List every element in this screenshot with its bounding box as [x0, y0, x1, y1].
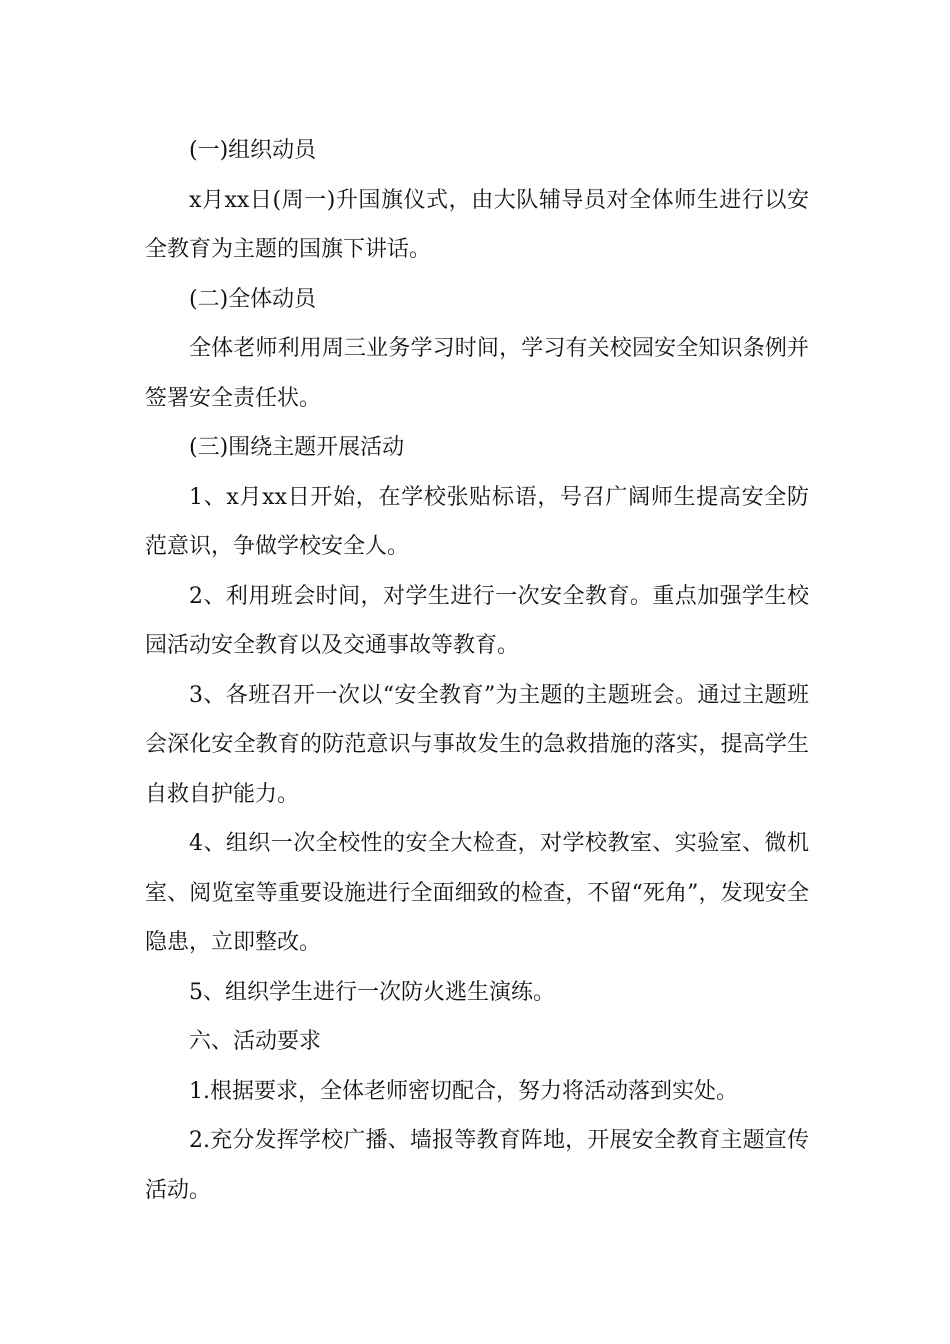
requirement-item-1: 1.根据要求，全体老师密切配合，努力将活动落到实处。 — [189, 1078, 738, 1104]
section-heading-mobilization: (一)组织动员 — [189, 138, 317, 163]
activity-item-1: 1、x月xx日开始，在学校张贴标语，号召广阔师生提高安全防范意识，争做学校安全人。 — [145, 484, 809, 559]
document-body — [145, 126, 809, 1215]
section-heading-all-staff: (二)全体动员 — [189, 286, 317, 312]
activity-item-2: 2、利用班会时间，对学生进行一次安全教育。重点加强学生校园活动安全教育以及交通事故等教育。 — [145, 583, 809, 658]
activity-item-3: 3、各班召开一次以“安全教育”为主题的主题班会。通过主题班会深化安全教育的防范意识与事故发生的急救措施的落实，提高学生自救自护能力。 — [145, 682, 809, 807]
paragraph-teacher-study: 全体老师利用周三业务学习时间，学习有关校园安全知识条例并签署安全责任状。 — [145, 336, 809, 411]
requirement-item-2: 2.充分发挥学校广播、墙报等教育阵地，开展安全教育主题宣传活动。 — [145, 1128, 809, 1203]
section-heading-activities: (三)围绕主题开展活动 — [189, 435, 405, 460]
section-heading-requirements: 六、活动要求 — [189, 1029, 322, 1054]
activity-item-5: 5、组织学生进行一次防火逃生演练。 — [189, 979, 555, 1005]
paragraph-flag-ceremony: x月xx日(周一)升国旗仪式，由大队辅导员对全体师生进行以安全教育为主题的国旗下讲话。 — [145, 187, 809, 262]
activity-item-4: 4、组织一次全校性的安全大检查，对学校教室、实验室、微机室、阅览室等重要设施进行全面细致的检查，不留“死角”，发现安全隐患，立即整改。 — [145, 831, 809, 955]
